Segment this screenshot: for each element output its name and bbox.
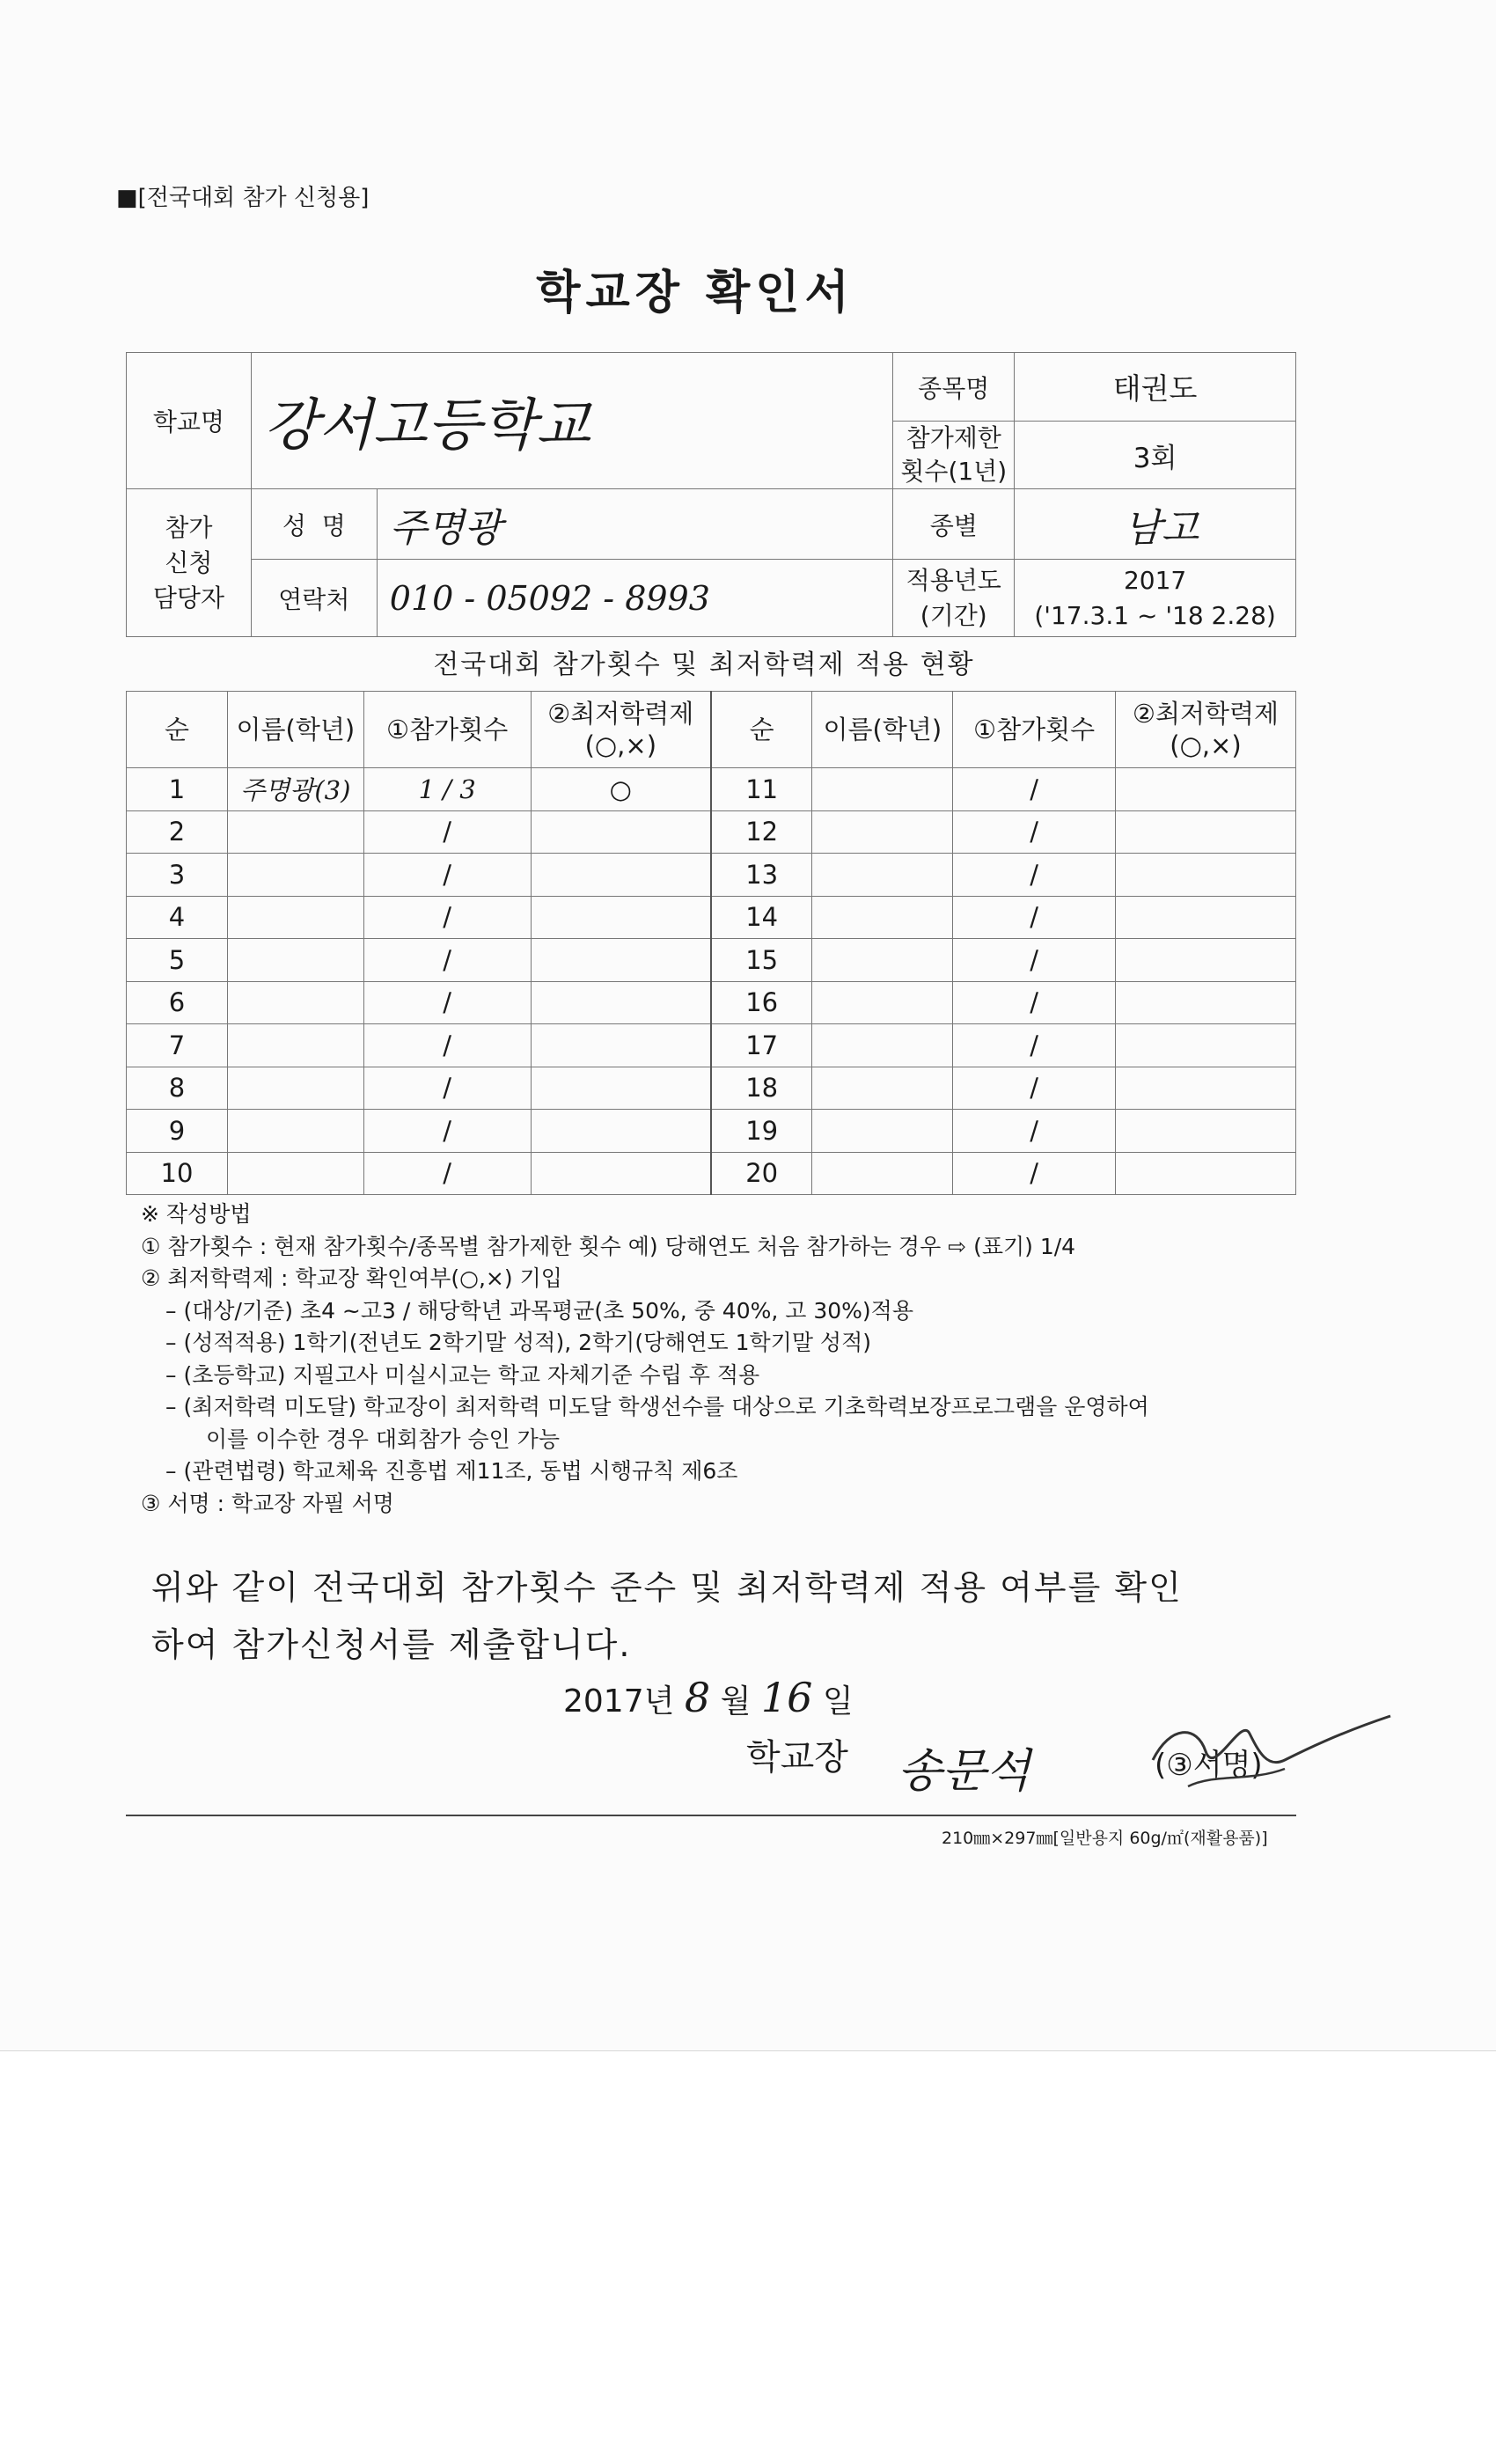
row-count: /: [953, 1110, 1116, 1153]
table-row: [127, 1024, 1296, 1067]
row-count: 1 / 3: [363, 768, 531, 811]
row-min-academic: [531, 939, 711, 982]
type-label: 종별: [893, 489, 1015, 560]
school-name-value: 강서고등학교: [251, 353, 892, 489]
row-no: 14: [711, 896, 812, 939]
row-name: [227, 1110, 363, 1153]
row-min-academic: [531, 1024, 711, 1067]
row-count: /: [363, 1067, 531, 1110]
row-no: 15: [711, 939, 812, 982]
header-count: ①참가횟수: [953, 692, 1116, 768]
instructions-block: [141, 1199, 1311, 1520]
row-name: [227, 896, 363, 939]
row-name: [812, 981, 953, 1024]
row-name: [227, 1067, 363, 1110]
row-no: 1: [127, 768, 228, 811]
row-count: /: [363, 1024, 531, 1067]
bottom-rule: [126, 1815, 1296, 1816]
row-no: 13: [711, 854, 812, 897]
participation-table: [126, 691, 1296, 1195]
row-count: /: [953, 939, 1116, 982]
row-no: 3: [127, 854, 228, 897]
row-min-academic: [531, 1110, 711, 1153]
header-count: ①참가횟수: [363, 692, 531, 768]
row-min-academic: [531, 810, 711, 854]
signature-placeholder: (③서명): [1155, 1748, 1263, 1783]
manager-label-line3: 담당자: [152, 583, 225, 612]
instructions-heading: ※ 작성방법: [141, 1201, 252, 1227]
page-title: 학교장 확인서: [536, 267, 854, 319]
row-count: /: [953, 1024, 1116, 1067]
principal-label: 학교장: [746, 1737, 848, 1778]
row-no: 8: [127, 1067, 228, 1110]
instruction-line: ③ 서명 : 학교장 자필 서명: [141, 1490, 394, 1516]
row-min-academic: [531, 854, 711, 897]
row-name: [812, 1152, 953, 1195]
row-no: 5: [127, 939, 228, 982]
date-month: 8: [684, 1674, 711, 1721]
type-value: 남고: [1015, 489, 1296, 560]
row-count: /: [363, 981, 531, 1024]
row-no: 16: [711, 981, 812, 1024]
date-day-unit: 일: [822, 1683, 854, 1720]
statement-line1: 위와 같이 전국대회 참가횟수 준수 및 최저학력제 적용 여부를 확인: [151, 1568, 1183, 1607]
row-no: 4: [127, 896, 228, 939]
header-min-line1: ②최저학력제: [1132, 699, 1280, 729]
header-no: 순: [711, 692, 812, 768]
instruction-line: – (초등학교) 지필고사 미실시교는 학교 자체기준 수립 후 적용: [165, 1361, 760, 1388]
instruction-line: 이를 이수한 경우 대회참가 승인 가능: [206, 1426, 560, 1452]
statement-line2: 하여 참가신청서를 제출합니다.: [151, 1625, 632, 1664]
limit-label-line2: 횟수(1년): [900, 457, 1008, 486]
instruction-line: – (관련법령) 학교체육 진흥법 제11조, 동법 시행규칙 제6조: [165, 1458, 738, 1484]
handwritten-signature-icon: [1135, 1698, 1399, 1804]
row-min-academic: [531, 1152, 711, 1195]
table-row: [127, 896, 1296, 939]
principal-signature-name: 송문석: [898, 1745, 1030, 1798]
row-name: 주명광(3): [227, 768, 363, 811]
table-row: [127, 810, 1296, 854]
date-day: 16: [760, 1674, 813, 1721]
date-month-unit: 월: [720, 1683, 752, 1720]
header-name: 이름(학년): [812, 692, 953, 768]
header-min-academic: [1116, 692, 1296, 768]
year-value: [1015, 560, 1296, 637]
manager-name-value: 주명광: [377, 489, 893, 560]
row-min-academic: [1116, 854, 1296, 897]
row-name: [227, 810, 363, 854]
contact-value: 010 - 05092 - 8993: [377, 560, 893, 637]
table-row: [127, 1067, 1296, 1110]
row-name: [227, 854, 363, 897]
row-count: /: [363, 1110, 531, 1153]
status-section-title: 전국대회 참가횟수 및 최저학력제 적용 현황: [433, 649, 975, 680]
row-min-academic: [1116, 896, 1296, 939]
manager-label-line1: 참가: [165, 512, 213, 542]
row-min-academic: [531, 896, 711, 939]
row-no: 2: [127, 810, 228, 854]
table-row: [127, 981, 1296, 1024]
table-row: [127, 768, 1296, 811]
table-row: [127, 1110, 1296, 1153]
row-name: [227, 981, 363, 1024]
row-no: 18: [711, 1067, 812, 1110]
limit-label: [893, 422, 1015, 489]
row-name: [227, 939, 363, 982]
row-count: /: [953, 1067, 1116, 1110]
sport-label: 종목명: [893, 353, 1015, 422]
manager-label: [127, 489, 252, 637]
row-min-academic: [1116, 768, 1296, 811]
row-name: [812, 1024, 953, 1067]
date-line: [563, 1674, 854, 1721]
row-min-academic: [1116, 1067, 1296, 1110]
contact-label: 연락처: [251, 560, 377, 637]
row-name: [812, 939, 953, 982]
row-count: /: [363, 939, 531, 982]
manager-label-line2: 신청: [165, 547, 213, 577]
row-no: 11: [711, 768, 812, 811]
row-name: [812, 854, 953, 897]
year-label-line1: 적용년도: [906, 565, 1001, 595]
row-count: /: [953, 854, 1116, 897]
instruction-line: – (성적적용) 1학기(전년도 2학기말 성적), 2학기(당해연도 1학기말 성적): [165, 1330, 871, 1355]
row-name: [812, 1110, 953, 1153]
row-no: 6: [127, 981, 228, 1024]
instruction-line: – (대상/기준) 초4 ~고3 / 해당학년 과목평균(초 50%, 중 40%, 고 30%)적용: [165, 1297, 913, 1324]
row-no: 7: [127, 1024, 228, 1067]
row-min-academic: [1116, 939, 1296, 982]
row-count: /: [953, 981, 1116, 1024]
instruction-line: ② 최저학력제 : 학교장 확인여부(○,×) 기입: [141, 1265, 562, 1291]
row-min-academic: [1116, 1152, 1296, 1195]
header-min-line2: (○,×): [584, 730, 657, 760]
limit-label-line1: 참가제한: [906, 423, 1001, 452]
header-name: 이름(학년): [227, 692, 363, 768]
row-no: 12: [711, 810, 812, 854]
table-row: [127, 854, 1296, 897]
row-min-academic: [1116, 981, 1296, 1024]
participation-header-row: [127, 692, 1296, 768]
row-count: /: [363, 810, 531, 854]
row-no: 9: [127, 1110, 228, 1153]
name-label: 성 명: [251, 489, 377, 560]
instruction-line: – (최저학력 미도달) 학교장이 최저학력 미도달 학생선수를 대상으로 기초학력보장프로그램을 운영하여: [165, 1394, 1149, 1419]
row-count: /: [953, 896, 1116, 939]
row-min-academic: ○: [531, 768, 711, 811]
table-row: [127, 1152, 1296, 1195]
header-no: 순: [127, 692, 228, 768]
header-min-line1: ②최저학력제: [547, 699, 694, 729]
row-name: [812, 1067, 953, 1110]
row-count: /: [953, 810, 1116, 854]
paper-spec-footer: 210㎜×297㎜[일반용지 60g/㎡(재활용품)]: [942, 1829, 1268, 1848]
row-count: /: [363, 896, 531, 939]
table-row: [127, 939, 1296, 982]
row-min-academic: [1116, 1110, 1296, 1153]
row-no: 19: [711, 1110, 812, 1153]
sport-value: 태권도: [1015, 353, 1296, 422]
header-min-academic: [531, 692, 711, 768]
header-min-line2: (○,×): [1170, 730, 1242, 760]
row-min-academic: [1116, 810, 1296, 854]
date-year: 2017년: [563, 1683, 675, 1720]
limit-value: 3회: [1015, 422, 1296, 489]
confirmation-statement: [151, 1559, 1322, 1674]
row-count: /: [953, 768, 1116, 811]
row-count: /: [953, 1152, 1116, 1195]
year-label-line2: (기간): [920, 600, 987, 630]
row-no: 20: [711, 1152, 812, 1195]
applicant-info-table: [126, 352, 1296, 637]
row-min-academic: [1116, 1024, 1296, 1067]
row-no: 10: [127, 1152, 228, 1195]
period-value: ('17.3.1 ~ '18 2.28): [1034, 600, 1276, 630]
form-tag: ■[전국대회 참가 신청용]: [116, 185, 370, 211]
row-no: 17: [711, 1024, 812, 1067]
school-label: 학교명: [127, 353, 252, 489]
row-count: /: [363, 854, 531, 897]
row-count: /: [363, 1152, 531, 1195]
row-min-academic: [531, 981, 711, 1024]
instruction-line: ① 참가횟수 : 현재 참가횟수/종목별 참가제한 횟수 예) 당해연도 처음 참가하는 경우 ⇨ (표기) 1/4: [141, 1233, 1076, 1259]
row-min-academic: [531, 1067, 711, 1110]
row-name: [227, 1152, 363, 1195]
row-name: [227, 1024, 363, 1067]
year-label: [893, 560, 1015, 637]
row-name: [812, 896, 953, 939]
row-name: [812, 810, 953, 854]
year-value-line1: 2017: [1123, 565, 1187, 595]
row-name: [812, 768, 953, 811]
